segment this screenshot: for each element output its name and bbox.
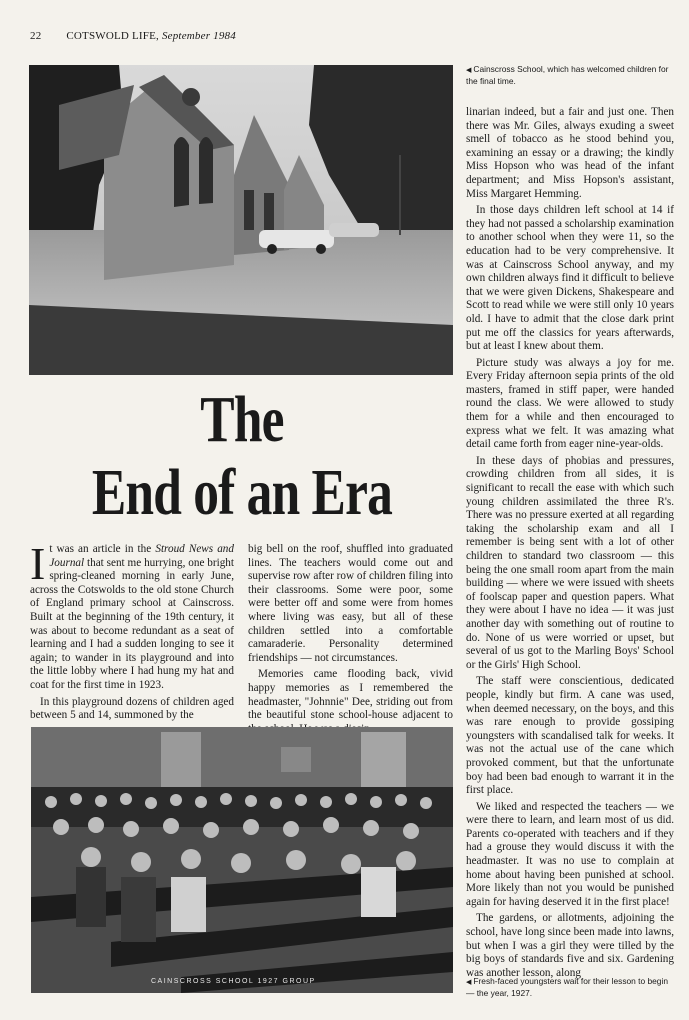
paragraph: The staff were conscientious, dedicated people, kindly but firm. A cane was used, when deemed necessary, on the boys, and this was rare enough to provide gossiping youngsters with scandalised talk for weeks. It was not the actual use of the cane which provoked comment, but that the unfortunate boy had been bad enough to warrant it in the first place. xyxy=(466,675,674,797)
paragraph: In those days children left school at 14 if they had not passed a scholarship examination to another school when they were 11, so the education had to be very comprehensive. It was at Cainscross School anyway, and my own children always find it difficult to believe that we were given Dickens, Shakespeare and Scott to read while we were still only 10 years old. I have to admit that the close dark print put me off the classics for years afterwards, but at least I knew about them. xyxy=(466,204,674,353)
bottom-caption-text: Fresh-faced youngsters wait for their lesson to begin — the year, 1927. xyxy=(466,976,668,998)
article-column-1 xyxy=(30,538,234,726)
paragraph: big bell on the roof, shuffled into graduated lines. The teachers would come out and supervise row after row of children filing into their classrooms. Some were poor, some were better off and some were from homes where living was easy, but all of these children settled into a comfortable camaraderie. Personality determined friendships — not circumstances. xyxy=(248,543,453,664)
caption-pointer-icon: ◀ xyxy=(466,67,472,74)
photo-inscription: CAINSCROSS SCHOOL 1927 GROUP xyxy=(151,978,316,985)
paragraph: The gardens, or allotments, adjoining the school, have long since been made into lawns, but when I was a girl they were tilled by the big boys of standards five and six. Gardening was another lesson, along xyxy=(466,912,674,979)
paragraph: Picture study was always a joy for me. Every Friday afternoon sepia prints of the old masters, framed in stiff paper, were handed round the class. We were allowed to study them for a while and then encouraged to express what we felt. It was amazing what detail came forth from eager nine-year-olds. xyxy=(466,356,674,451)
paragraph: In this playground dozens of children aged between 5 and 14, summoned by the xyxy=(30,695,234,722)
paragraph: In these days of phobias and pressures, crowding children from all sides, it is significant to recall the ease with which such young children assimilated the three R's. There was no pressure exerted at all regarding taking the scholarship exam and all I remember is being sent with a lot of other children to standard two classroom — this being the one small room apart from the main building — where we were issued with sheets of foolscap paper and question papers. What they were about I have no idea — it was just another day with something out of routine to do. None of us were worried or upset, but several of us got to the Marling Boys' School or the Girls' High School. xyxy=(466,454,674,671)
paragraph: Memories came flooding back, vivid happy memories as I remembered the headmaster, "Johnnie" Dee, striding out from the beautiful stone school-house adjacent to xyxy=(248,668,453,722)
article-column-3 xyxy=(466,106,674,983)
article-column-2 xyxy=(248,543,453,739)
magazine-name: COTSWOLD LIFE, xyxy=(66,30,159,42)
paragraph: We liked and respected the teachers — we were there to learn, and learn most of us did. Parents co-operated with teachers and if they had a grouse they would discuss it with the headmaster. It was no use to complain at home about having been punished at school. More likely than not you would be punished again for having deserved it in the first place! xyxy=(466,800,674,908)
drop-cap: I xyxy=(30,538,46,589)
top-caption-text: Cainscross School, which has welcomed children for the final time. xyxy=(466,64,669,86)
paragraph-text: t was an article in the xyxy=(49,543,156,555)
bottom-photo-caption xyxy=(466,976,676,998)
page-header xyxy=(30,30,236,42)
classroom-1927-photo xyxy=(31,727,453,993)
paragraph xyxy=(30,538,234,693)
issue-date: September 1984 xyxy=(161,30,236,42)
paragraph: linarian indeed, but a fair and just one. Then there was Mr. Giles, always exuding a sweet smell of tobacco as he stood behind you, examining an essay or a drawing; the kindly Miss Hopson who was head of the infant department; and Miss Hopson's assistant, Miss Margaret Hemming. xyxy=(466,106,674,200)
top-photo-caption xyxy=(466,64,676,86)
publication-name: Stroud News and Journal xyxy=(49,543,234,569)
caption-pointer-icon: ◀ xyxy=(466,979,472,986)
article-title-line1: The xyxy=(200,383,284,456)
school-building-photo xyxy=(29,65,453,375)
page-number: 22 xyxy=(30,30,42,42)
article-title-line2: End of an Era xyxy=(91,456,393,529)
paragraph-text: that sent me hurrying, one bright spring-cleaned morning in early June, across the Cotswolds to the old stone Church of England primary school at Cainscross. Built at the beginning of the 19th century, it was about to become redundant as a seat of learning and I had a sudden longing to see it again; to wander in its playground and into the little lobby where I had hung my hat and coat for the first time in 1923. xyxy=(30,556,234,691)
